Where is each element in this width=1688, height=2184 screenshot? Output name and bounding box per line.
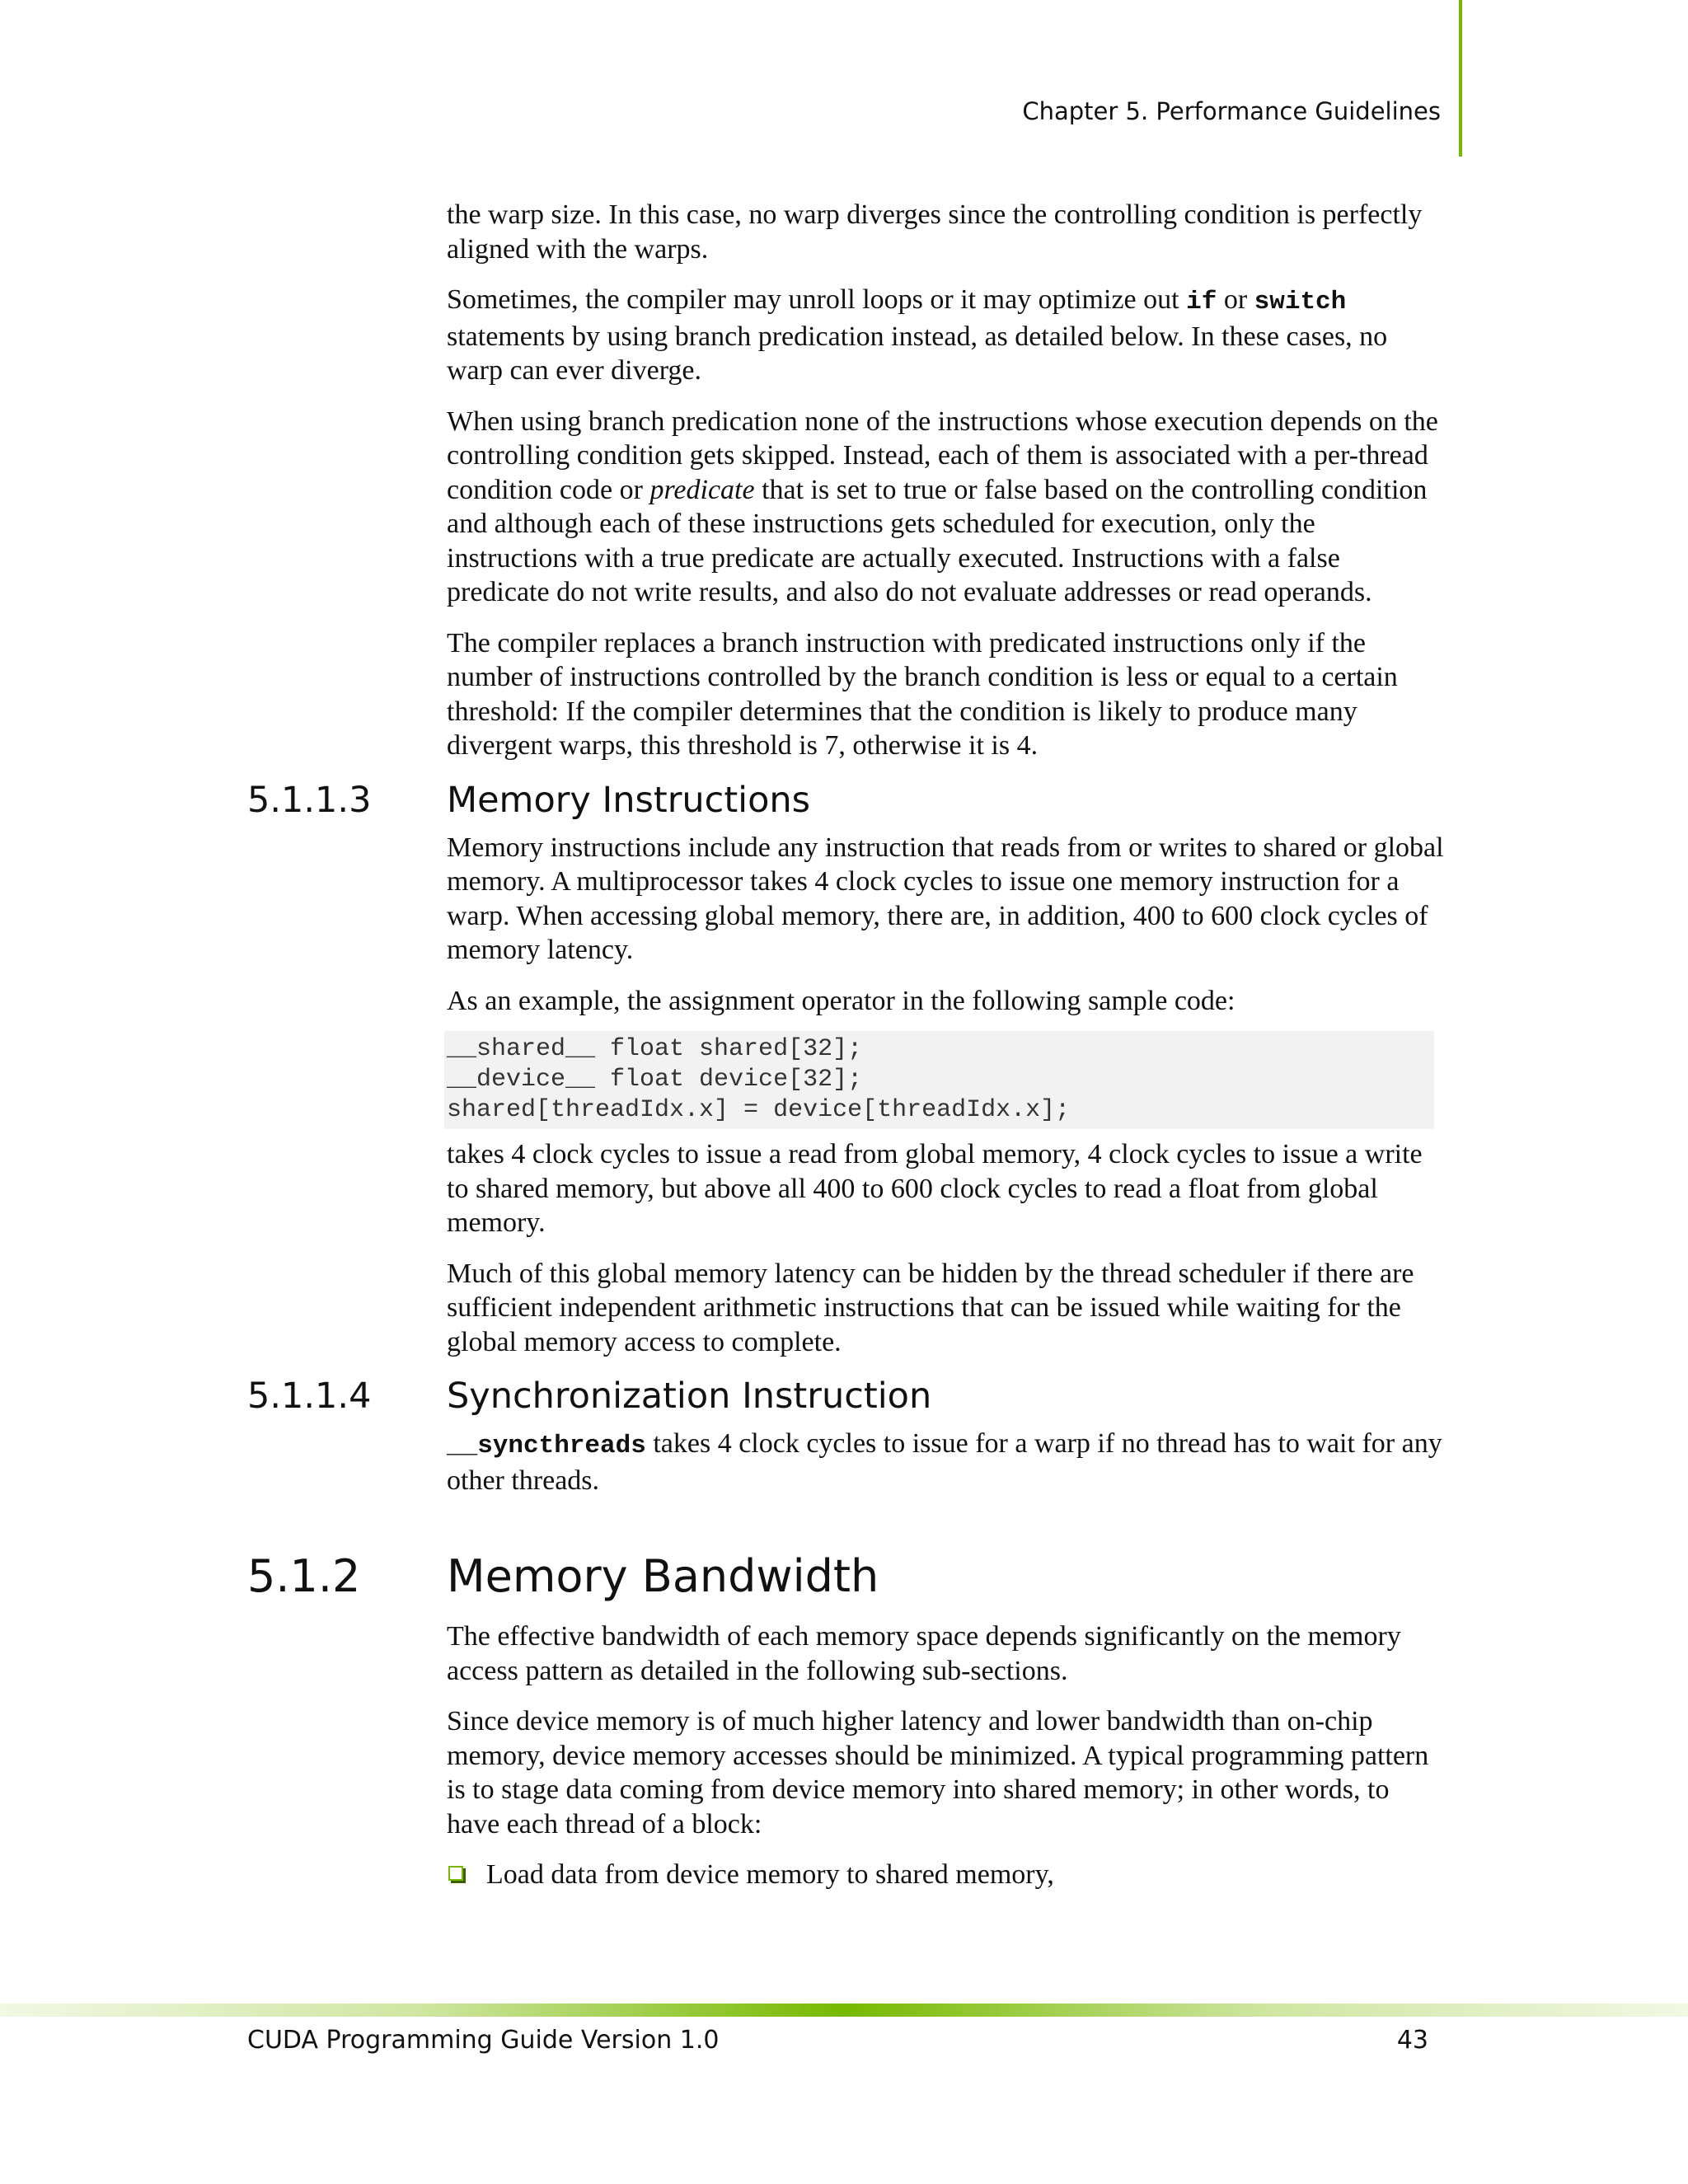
paragraph-text: statements by using branch predication instead, as detailed below. In these cases, no warp can ever diverge. bbox=[447, 321, 1388, 386]
paragraph-branch-predication bbox=[447, 405, 1444, 610]
paragraph-threshold: The compiler replaces a branch instruction with predicated instructions only if the number of instructions controlled by the branch condition is less or equal to a certain threshold: If the compiler determines that the condition is likely to produce many divergent warps, this threshold is 7, otherwise it is 4. bbox=[447, 627, 1398, 761]
code-keyword-switch: switch bbox=[1254, 288, 1347, 316]
page-number: 43 bbox=[1396, 2026, 1428, 2055]
section-title: Memory Instructions bbox=[447, 779, 811, 821]
paragraph-example-intro: As an example, the assignment operator in the following sample code: bbox=[447, 985, 1236, 1016]
section-number: 5.1.1.4 bbox=[247, 1376, 372, 1417]
paragraph-effective-bandwidth: The effective bandwidth of each memory space depends significantly on the memory access pattern as detailed in the following sub-sections. bbox=[447, 1621, 1401, 1686]
section-heading-memory-instructions bbox=[247, 776, 1444, 824]
paragraph-warp-size: the warp size. In this case, no warp diverges since the controlling condition is perfectly aligned with the warps. bbox=[447, 199, 1423, 265]
section-title: Synchronization Instruction bbox=[447, 1376, 932, 1417]
paragraph-text: When using branch predication none of the instructions whose execution depends on the controlling condition gets skipped. Instead, each of them is associated with a per-thread condition code or bbox=[447, 405, 1438, 505]
footer-gradient-bar bbox=[0, 2004, 1688, 2017]
paragraph-clock-cycles: takes 4 clock cycles to issue a read from global memory, 4 clock cycles to issue a write to shared memory, but above all 400 to 600 clock cycles to read a float from global memory. bbox=[447, 1139, 1423, 1238]
paragraph-loop-unroll bbox=[447, 283, 1444, 388]
section-heading-synchronization-instruction bbox=[247, 1372, 1444, 1420]
page-body bbox=[247, 198, 1444, 1892]
paragraph-text: Sometimes, the compiler may unroll loops or it may optimize out bbox=[447, 284, 1187, 315]
paragraph-text: that is set to true or false based on the controlling condition and although each of these instructions gets scheduled for execution, only the instructions with a true predicate are actually executed. Instructions with a false predicate do not write results, and also do not evaluate addresses or read operands. bbox=[447, 474, 1428, 607]
code-keyword-syncthreads: __syncthreads bbox=[447, 1432, 646, 1460]
footer-title: CUDA Programming Guide Version 1.0 bbox=[247, 2026, 720, 2055]
paragraph-memory-instructions: Memory instructions include any instruction that reads from or writes to shared or global memory. A multiprocessor takes 4 clock cycles to issue one memory instruction for a warp. When accessing global memory, there are, in addition, 400 to 600 clock cycles of memory latency. bbox=[447, 832, 1444, 965]
code-sample bbox=[444, 1031, 1434, 1129]
list-item bbox=[447, 1858, 1444, 1892]
code-line: shared[threadIdx.x] = device[threadIdx.x]; bbox=[447, 1096, 1071, 1124]
section-title: Memory Bandwidth bbox=[447, 1550, 879, 1602]
emphasis-predicate: predicate bbox=[649, 474, 755, 505]
list-item-text: Load data from device memory to shared memory, bbox=[486, 1859, 1054, 1890]
code-keyword-if: if bbox=[1186, 288, 1217, 316]
section-number: 5.1.1.3 bbox=[247, 779, 372, 821]
paragraph-text: takes 4 clock cycles to issue for a warp if no thread has to wait for any other threads. bbox=[447, 1428, 1442, 1496]
paragraph-latency-hiding: Much of this global memory latency can be hidden by the thread scheduler if there are sufficient independent arithmetic instructions that can be issued while waiting for the global memory access to complete. bbox=[447, 1258, 1414, 1357]
code-line: __shared__ float shared[32]; bbox=[447, 1035, 863, 1063]
section-number: 5.1.2 bbox=[247, 1550, 361, 1602]
paragraph-device-memory: Since device memory is of much higher latency and lower bandwidth than on-chip memory, device memory accesses should be minimized. A typical programming pattern is to stage data coming from device memory into shared memory; in other words, to have each thread of a block: bbox=[447, 1706, 1429, 1840]
bullet-list bbox=[447, 1858, 1444, 1892]
code-line: __device__ float device[32]; bbox=[447, 1066, 863, 1094]
checkbox-bullet-icon bbox=[448, 1866, 463, 1881]
paragraph-text: or bbox=[1217, 284, 1254, 315]
section-heading-memory-bandwidth bbox=[247, 1547, 1444, 1606]
paragraph-syncthreads bbox=[447, 1427, 1444, 1497]
header-accent-rule bbox=[1459, 0, 1462, 157]
running-head: Chapter 5. Performance Guidelines bbox=[1022, 97, 1441, 125]
